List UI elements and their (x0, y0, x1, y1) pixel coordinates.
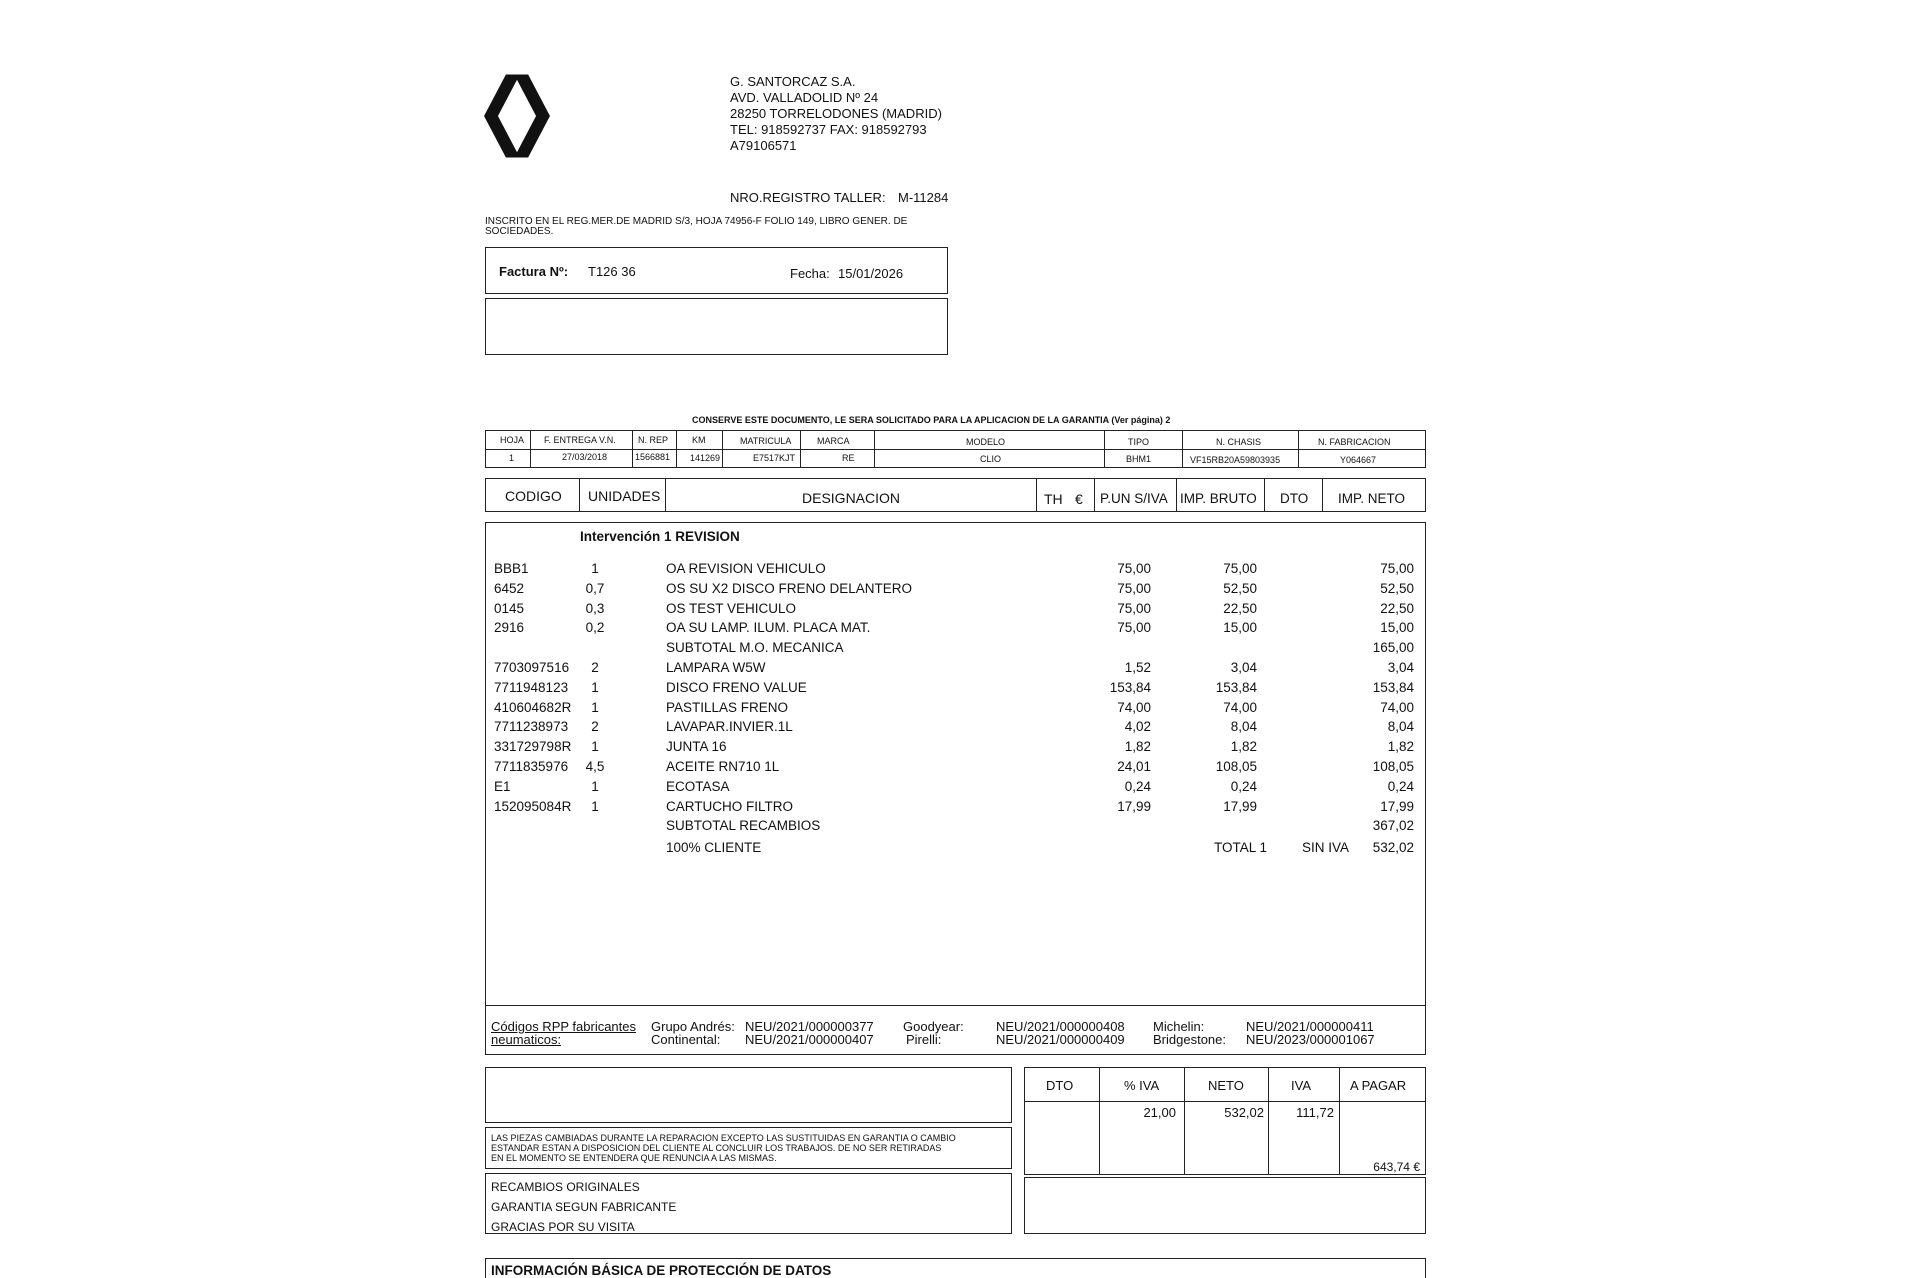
line-neto: 75,00 (1380, 561, 1414, 576)
proteccion-title: INFORMACIÓN BÁSICA DE PROTECCIÓN DE DATOS (491, 1263, 832, 1278)
table-row (485, 640, 1426, 660)
line-pun: 17,99 (1117, 798, 1151, 814)
line-unidades: 0,3 (585, 600, 605, 616)
line-unidades: 2 (591, 719, 599, 735)
line-codigo: 331729798R (494, 739, 572, 755)
line-unidades: 1 (591, 679, 599, 695)
table-row (485, 759, 1426, 779)
vehicle-matricula: E7517KJT (753, 453, 796, 463)
line-unidades: 0,7 (585, 580, 605, 596)
line-bruto: 3,04 (1230, 660, 1257, 675)
company-city: 28250 TORRELODONES (MADRID) (730, 106, 942, 121)
line-designacion: LAMPARA W5W (666, 660, 766, 675)
line-designacion: OS SU X2 DISCO FRENO DELANTERO (666, 580, 913, 596)
goodyear-code: NEU/2021/000000408 (996, 1019, 1125, 1034)
table-row (485, 561, 1426, 581)
vehicle-header-marca: MARCA (817, 436, 850, 446)
line-pun: 75,00 (1117, 561, 1151, 576)
line-codigo: 6452 (494, 580, 525, 596)
line-pun: 0,24 (1124, 778, 1151, 794)
line-bruto: 22,50 (1223, 600, 1257, 616)
company-phone: TEL: 918592737 FAX: 918592793 (730, 122, 927, 137)
line-codigo: 7711238973 (494, 719, 569, 735)
totals-header-iva: IVA (1291, 1078, 1311, 1093)
fecha-value: 15/01/2026 (838, 266, 904, 281)
col-codigo: CODIGO (505, 488, 562, 504)
totals-neto: 532,02 (1224, 1105, 1264, 1120)
line-unidades: 0,2 (585, 620, 605, 636)
line-designacion: SUBTOTAL RECAMBIOS (666, 818, 821, 834)
line-unidades: 2 (591, 660, 599, 675)
table-row (485, 601, 1426, 621)
line-designacion: LAVAPAR.INVIER.1L (666, 719, 793, 735)
line-neto: 52,50 (1380, 580, 1414, 596)
line-designacion: OA SU LAMP. ILUM. PLACA MAT. (666, 620, 871, 636)
michelin-code: NEU/2021/000000411 (1246, 1019, 1374, 1034)
col-bruto: IMP. BRUTO (1180, 491, 1257, 506)
vehicle-tipo: BHM1 (1126, 454, 1152, 464)
cliente-total-label: TOTAL 1 (1214, 840, 1268, 855)
signature-box (1024, 1177, 1426, 1234)
totals-header-iva-pct: % IVA (1124, 1078, 1160, 1093)
piezas-text-3: EN EL MOMENTO SE ENTENDERA QUE RENUNCIA A LAS MISMAS. (491, 1153, 777, 1163)
factura-label: Factura Nº: (499, 264, 569, 279)
company-cif: A79106571 (730, 138, 797, 153)
table-row (485, 581, 1426, 601)
line-neto: 0,24 (1387, 778, 1414, 794)
line-unidades: 1 (591, 778, 599, 794)
table-row (485, 739, 1426, 759)
table-row (485, 719, 1426, 739)
vehicle-header-hoja: HOJA (500, 435, 525, 445)
line-bruto: 0,24 (1230, 778, 1257, 794)
brand-logo-icon (484, 74, 550, 158)
totals-header-neto: NETO (1208, 1078, 1244, 1093)
line-bruto: 74,00 (1223, 699, 1257, 715)
line-designacion: PASTILLAS FRENO (666, 699, 789, 715)
line-bruto: 8,04 (1230, 719, 1257, 735)
vehicle-header-modelo: MODELO (966, 437, 1006, 447)
vehicle-fabricacion: Y064667 (1340, 455, 1377, 465)
vehicle-marca: RE (842, 453, 855, 463)
cliente-total-value: 532,02 (1372, 840, 1414, 855)
piezas-text-2: ESTANDAR ESTAN A DISPOSICION DEL CLIENTE AL CONCLUIR LOS TRABAJOS. DE NO SER RETIRADAS (491, 1143, 942, 1153)
line-codigo: 410604682R (494, 699, 572, 715)
line-neto: 367,02 (1372, 818, 1414, 834)
line-unidades: 1 (591, 561, 599, 576)
registro-label: NRO.REGISTRO TALLER: (730, 190, 886, 205)
vehicle-header-tipo: TIPO (1128, 437, 1150, 447)
bridgestone-label: Bridgestone: (1153, 1032, 1226, 1047)
line-codigo: 7703097516 (494, 660, 570, 675)
vehicle-hoja: 1 (509, 453, 515, 463)
company-address: AVD. VALLADOLID Nº 24 (730, 90, 879, 105)
totals-iva: 111,72 (1296, 1105, 1334, 1120)
pirelli-code: NEU/2021/000000409 (996, 1032, 1125, 1047)
line-neto: 165,00 (1372, 640, 1414, 656)
table-row (485, 700, 1426, 720)
line-neto: 15,00 (1380, 620, 1414, 636)
goodyear-label: Goodyear: (903, 1019, 964, 1034)
line-codigo: 7711835976 (494, 759, 569, 774)
grupo-andres-label: Grupo Andrés: (651, 1019, 735, 1034)
vehicle-header-nrep: N. REP (638, 435, 669, 445)
totals-header-dto: DTO (1046, 1078, 1074, 1093)
vehicle-header-entrega: F. ENTREGA V.N. (544, 435, 616, 445)
continental-label: Continental: (651, 1032, 721, 1047)
line-neto: 1,82 (1387, 739, 1414, 755)
grupo-andres-code: NEU/2021/000000377 (745, 1019, 874, 1034)
inscrito-text-2: SOCIEDADES. (485, 226, 554, 237)
line-unidades: 1 (591, 699, 599, 715)
line-unidades: 1 (591, 739, 599, 755)
line-codigo: 7711948123 (494, 679, 569, 695)
line-bruto: 108,05 (1215, 759, 1257, 774)
vehicle-modelo: CLIO (980, 454, 1002, 464)
totals-a-pagar: 643,74 € (1373, 1160, 1420, 1174)
totals-header-a-pagar: A PAGAR (1350, 1078, 1407, 1093)
garantia-notice: CONSERVE ESTE DOCUMENTO, LE SERA SOLICITADO PARA LA APLICACION DE LA GARANTIA (Ver página) 2 (692, 415, 1171, 425)
registro-value: M-11284 (898, 190, 949, 205)
line-unidades: 4,5 (585, 759, 605, 774)
recambios-text: RECAMBIOS ORIGINALES (491, 1180, 640, 1194)
line-pun: 75,00 (1117, 580, 1151, 596)
line-designacion: DISCO FRENO VALUE (666, 679, 807, 695)
invoice-lines (485, 561, 1426, 861)
line-bruto: 153,84 (1215, 679, 1257, 695)
vehicle-header-km: KM (692, 435, 706, 445)
gracias-text: GRACIAS POR SU VISITA (491, 1220, 635, 1234)
cliente-label: 100% CLIENTE (666, 840, 762, 855)
vehicle-header-fabricacion: N. FABRICACION (1318, 437, 1391, 447)
table-row (485, 680, 1426, 700)
line-codigo: 0145 (494, 600, 525, 616)
col-dto: DTO (1280, 491, 1309, 506)
line-unidades: 1 (591, 798, 599, 814)
vehicle-chasis: VF15RB20A59803935 (1190, 455, 1281, 465)
vehicle-header-matricula: MATRICULA (740, 436, 792, 446)
cliente-sin-iva: SIN IVA (1302, 840, 1350, 855)
line-pun: 4,02 (1124, 719, 1151, 735)
rpp-label: Códigos RPP fabricantes (491, 1019, 637, 1034)
line-neto: 17,99 (1380, 798, 1414, 814)
line-pun: 24,01 (1117, 759, 1151, 774)
client-box (485, 298, 948, 355)
col-designacion: DESIGNACION (802, 490, 901, 506)
line-pun: 1,52 (1124, 660, 1151, 675)
table-row (485, 818, 1426, 838)
bridgestone-code: NEU/2023/000001067 (1246, 1032, 1375, 1047)
line-designacion: JUNTA 16 (666, 739, 727, 755)
line-codigo: 152095084R (494, 798, 572, 814)
line-neto: 108,05 (1372, 759, 1414, 774)
garantia-text: GARANTIA SEGUN FABRICANTE (491, 1200, 677, 1214)
table-row (485, 779, 1426, 799)
line-bruto: 1,82 (1230, 739, 1257, 755)
pirelli-label: Pirelli: (906, 1032, 942, 1047)
continental-code: NEU/2021/000000407 (745, 1032, 874, 1047)
line-pun: 74,00 (1117, 699, 1151, 715)
rpp-label-2: neumaticos: (491, 1032, 562, 1047)
line-designacion: CARTUCHO FILTRO (666, 798, 794, 814)
piezas-text-1: LAS PIEZAS CAMBIADAS DURANTE LA REPARACION EXCEPTO LAS SUSTITUIDAS EN GARANTIA O CAMBIO (491, 1133, 956, 1143)
michelin-label: Michelin: (1153, 1019, 1205, 1034)
factura-number: T126 36 (588, 264, 636, 279)
line-bruto: 52,50 (1223, 580, 1257, 596)
line-codigo: E1 (494, 778, 511, 794)
line-neto: 3,04 (1387, 660, 1414, 675)
fecha-label: Fecha: (790, 266, 830, 281)
col-neto: IMP. NETO (1338, 491, 1406, 506)
line-pun: 1,82 (1124, 739, 1151, 755)
notes-box (485, 1067, 1012, 1123)
intervencion-title: Intervención 1 REVISION (580, 529, 740, 544)
line-designacion: OS TEST VEHICULO (666, 600, 797, 616)
col-unidades: UNIDADES (588, 488, 661, 504)
line-neto: 153,84 (1372, 679, 1414, 695)
totals-iva-pct: 21,00 (1143, 1105, 1176, 1120)
col-pun: P.UN S/IVA (1100, 491, 1168, 506)
line-pun: 153,84 (1109, 679, 1151, 695)
line-designacion: ECOTASA (666, 778, 730, 794)
line-bruto: 17,99 (1223, 798, 1257, 814)
line-codigo: 2916 (494, 620, 525, 636)
table-row (485, 620, 1426, 640)
col-th: TH (1044, 491, 1063, 507)
line-designacion: ACEITE RN710 1L (666, 759, 780, 774)
line-designacion: SUBTOTAL M.O. MECANICA (666, 640, 844, 656)
col-euro: € (1075, 491, 1083, 507)
line-pun: 75,00 (1117, 620, 1151, 636)
line-bruto: 15,00 (1223, 620, 1257, 636)
line-neto: 22,50 (1380, 600, 1414, 616)
vehicle-nrep: 1566881 (635, 452, 671, 462)
inscrito-text: INSCRITO EN EL REG.MER.DE MADRID S/3, HOJA 74956-F FOLIO 149, LIBRO GENER. DE (485, 216, 908, 227)
line-bruto: 75,00 (1223, 561, 1257, 576)
company-name: G. SANTORCAZ S.A. (730, 74, 856, 89)
line-codigo: BBB1 (494, 561, 529, 576)
table-row (485, 660, 1426, 680)
line-neto: 74,00 (1380, 699, 1414, 715)
line-neto: 8,04 (1387, 719, 1414, 735)
line-designacion: OA REVISION VEHICULO (666, 561, 826, 576)
vehicle-km: 141269 (690, 453, 721, 463)
table-row (485, 799, 1426, 819)
vehicle-entrega: 27/03/2018 (562, 452, 608, 462)
vehicle-header-chasis: N. CHASIS (1216, 437, 1262, 447)
line-pun: 75,00 (1117, 600, 1151, 616)
